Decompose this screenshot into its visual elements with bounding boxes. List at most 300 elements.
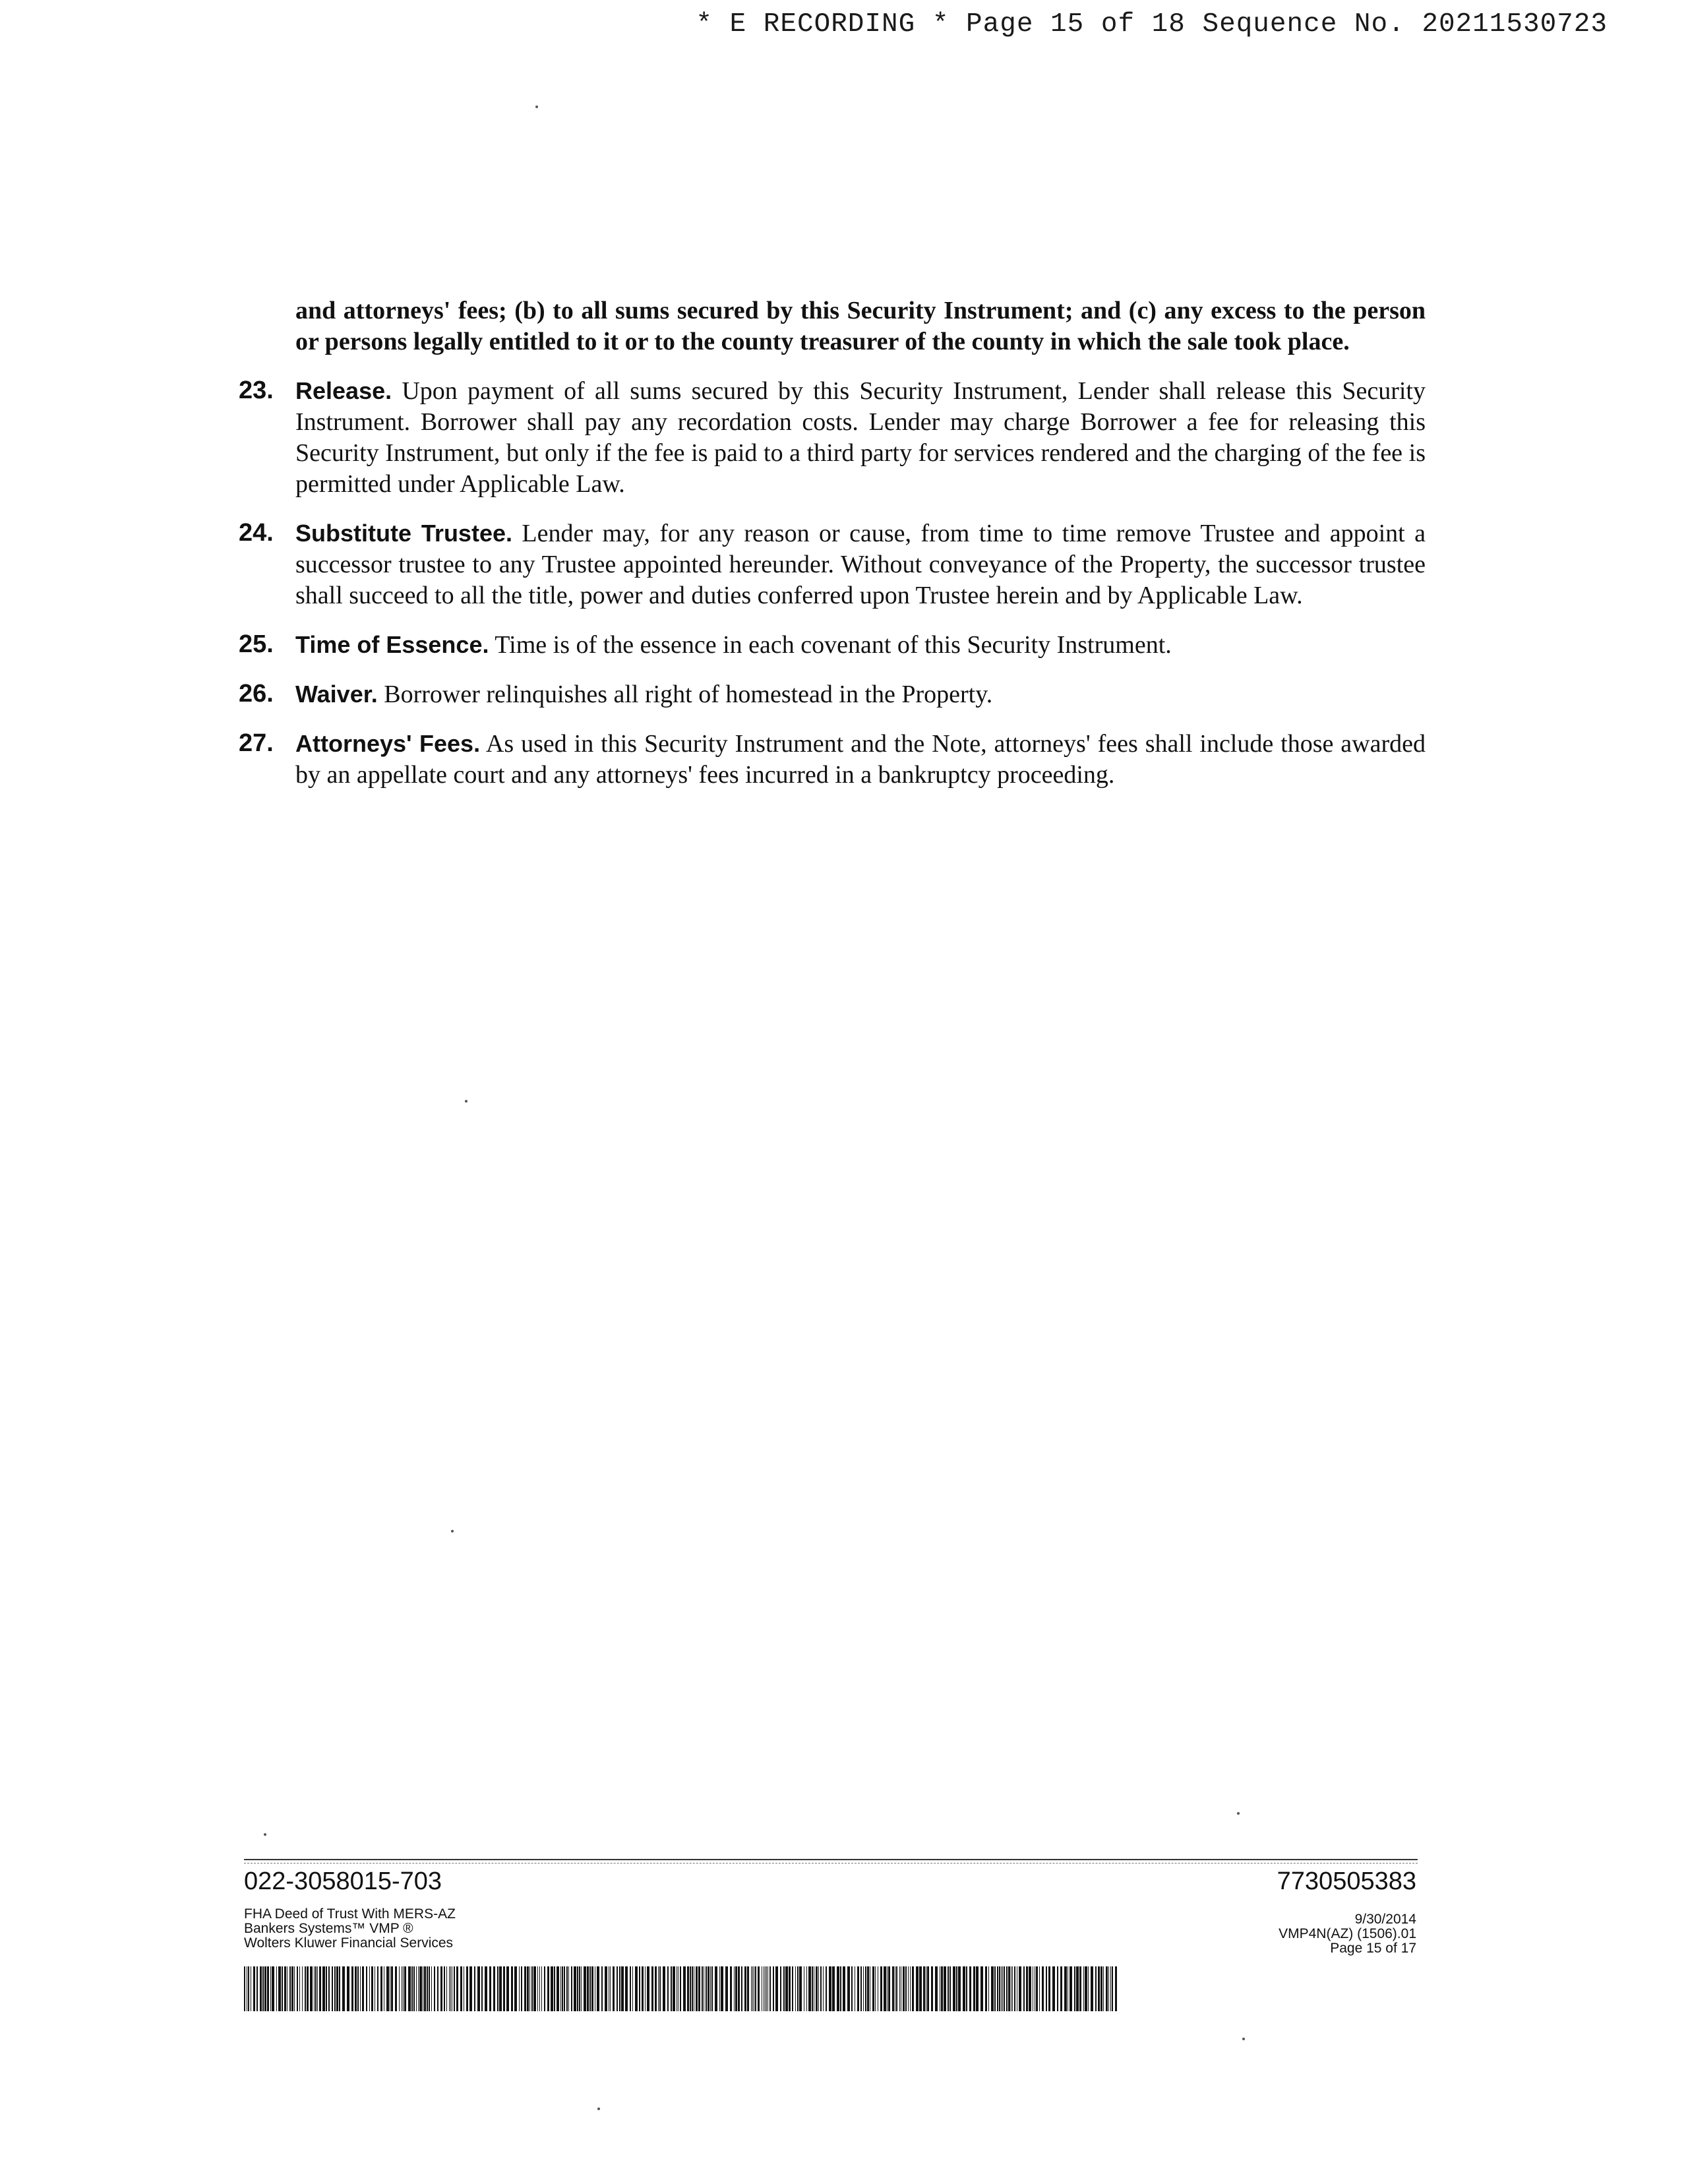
barcode-bar xyxy=(416,1966,417,2011)
barcode-bar xyxy=(919,1966,922,2011)
barcode-bar xyxy=(511,1966,513,2011)
footer-divider-secondary xyxy=(244,1863,1418,1864)
barcode-bar xyxy=(460,1966,462,2011)
barcode-bar xyxy=(527,1966,529,2011)
barcode-bar xyxy=(1106,1966,1108,2011)
barcode-bar xyxy=(843,1966,845,2011)
barcode-bar xyxy=(262,1966,264,2011)
barcode-bar xyxy=(571,1966,572,2011)
barcode-bar xyxy=(820,1966,822,2011)
barcode-bar xyxy=(591,1966,593,2011)
barcode-bar xyxy=(418,1966,419,2011)
barcode-bar xyxy=(645,1966,646,2011)
section-heading: Attorneys' Fees. xyxy=(295,730,481,757)
scan-speck xyxy=(597,2108,600,2110)
section-number: 25. xyxy=(239,630,274,658)
barcode-bar xyxy=(1083,1966,1084,2011)
barcode-bar xyxy=(816,1966,818,2011)
barcode-bar xyxy=(899,1966,900,2011)
barcode-bar xyxy=(655,1966,657,2011)
barcode-bar xyxy=(294,1966,295,2011)
barcode-bar xyxy=(752,1966,753,2011)
barcode-bar xyxy=(322,1966,325,2011)
barcode-bar xyxy=(1052,1966,1055,2011)
barcode-bar xyxy=(440,1966,442,2011)
barcode-bar xyxy=(497,1966,498,2011)
barcode-bar xyxy=(857,1966,859,2011)
barcode-bar xyxy=(386,1966,389,2011)
barcode-bar xyxy=(997,1966,998,2011)
barcode-bar xyxy=(380,1966,382,2011)
barcode-bar xyxy=(758,1966,760,2011)
scan-speck xyxy=(535,106,538,108)
barcode-bar xyxy=(812,1966,813,2011)
barcode-bar xyxy=(806,1966,807,2011)
barcode-bar xyxy=(272,1966,274,2011)
barcode-bar xyxy=(278,1966,281,2011)
scan-speck xyxy=(1242,2038,1245,2040)
barcode-bar xyxy=(544,1966,545,2011)
barcode-bar xyxy=(541,1966,542,2011)
section-24 xyxy=(239,518,1426,611)
barcode-bar xyxy=(887,1966,888,2011)
barcode-bar xyxy=(347,1966,349,2011)
barcode-bar xyxy=(966,1966,967,2011)
barcode-bar xyxy=(270,1966,271,2011)
barcode-bar xyxy=(1079,1966,1081,2011)
barcode-bar xyxy=(276,1966,277,2011)
barcode-bar xyxy=(673,1966,675,2011)
barcode-bar xyxy=(797,1966,799,2011)
barcode-bar xyxy=(531,1966,533,2011)
barcode-bar xyxy=(562,1966,563,2011)
section-text: Borrower relinquishes all right of homestead in the Property. xyxy=(377,681,993,708)
barcode-bar xyxy=(284,1966,286,2011)
barcode-bar xyxy=(783,1966,785,2011)
barcode-bar xyxy=(908,1966,909,2011)
barcode-bar xyxy=(621,1966,624,2011)
barcode-bar xyxy=(1004,1966,1005,2011)
barcode-bar xyxy=(766,1966,767,2011)
barcode-bar xyxy=(360,1966,361,2011)
barcode-bar xyxy=(267,1966,269,2011)
barcode-bar xyxy=(355,1966,357,2011)
barcode-bar xyxy=(481,1966,483,2011)
barcode-bar xyxy=(973,1966,975,2011)
barcode-bar xyxy=(589,1966,591,2011)
barcode-bar xyxy=(1046,1966,1047,2011)
barcode-bar xyxy=(560,1966,561,2011)
barcode-bar xyxy=(499,1966,502,2011)
barcode-bar xyxy=(351,1966,353,2011)
barcode-bar xyxy=(289,1966,291,2011)
barcode-bar xyxy=(554,1966,555,2011)
barcode-bar xyxy=(744,1966,746,2011)
barcode-bar xyxy=(642,1966,644,2011)
barcode-bar xyxy=(260,1966,262,2011)
barcode-bar xyxy=(1103,1966,1104,2011)
barcode-bar xyxy=(566,1966,568,2011)
barcode-icon xyxy=(244,1966,1120,2011)
section-25 xyxy=(239,629,1426,661)
barcode-bar xyxy=(735,1966,737,2011)
barcode-bar xyxy=(941,1966,943,2011)
barcode-bar xyxy=(1029,1966,1031,2011)
form-page-info: Page 15 of 17 xyxy=(1330,1941,1416,1956)
barcode-bar xyxy=(832,1966,835,2011)
form-publisher: Bankers Systems™ VMP ® xyxy=(244,1921,413,1936)
barcode-bar xyxy=(773,1966,774,2011)
barcode-bar xyxy=(339,1966,340,2011)
barcode-bar xyxy=(789,1966,791,2011)
barcode-bar xyxy=(610,1966,611,2011)
barcode-bar xyxy=(1110,1966,1111,2011)
form-company: Wolters Kluwer Financial Services xyxy=(244,1935,454,1951)
barcode-bar xyxy=(706,1966,707,2011)
barcode-bar xyxy=(424,1966,426,2011)
barcode-bar xyxy=(617,1966,618,2011)
barcode-bar xyxy=(1012,1966,1013,2011)
barcode-bar xyxy=(493,1966,495,2011)
section-number: 27. xyxy=(239,729,274,757)
barcode-bar xyxy=(721,1966,723,2011)
form-info-right xyxy=(1279,1912,1416,1956)
section-heading: Release. xyxy=(295,377,392,404)
barcode-bar xyxy=(738,1966,740,2011)
section-27 xyxy=(239,728,1426,791)
barcode-bar xyxy=(1001,1966,1002,2011)
barcode-bar xyxy=(927,1966,929,2011)
barcode-bar xyxy=(658,1966,659,2011)
barcode-bar xyxy=(785,1966,788,2011)
barcode-bar xyxy=(466,1966,468,2011)
barcode-bar xyxy=(896,1966,897,2011)
intro-paragraph: and attorneys' fees; (b) to all sums secured by this Security Instrument; and (c) any excess to the person or persons legally entitled to it or to the county treasurer of the county in which the sale took place. xyxy=(295,297,1426,355)
barcode-bar xyxy=(377,1966,378,2011)
barcode-bar xyxy=(903,1966,905,2011)
barcode-bar xyxy=(680,1966,681,2011)
barcode-bar xyxy=(818,1966,819,2011)
barcode-bar xyxy=(282,1966,283,2011)
barcode-bar xyxy=(503,1966,505,2011)
barcode-bar xyxy=(956,1966,957,2011)
barcode-bar xyxy=(953,1966,955,2011)
barcode-bar xyxy=(485,1966,487,2011)
barcode-bar xyxy=(1112,1966,1113,2011)
barcode-bar xyxy=(336,1966,338,2011)
barcode-bar xyxy=(328,1966,330,2011)
barcode-bar xyxy=(923,1966,925,2011)
barcode-bar xyxy=(734,1966,735,2011)
barcode-bar xyxy=(1108,1966,1109,2011)
barcode-bar xyxy=(537,1966,538,2011)
section-text: As used in this Security Instrument and the Note, attorneys' fees shall include those awarded by an appellate court and any attorneys' fees incurred in a bankruptcy proceeding. xyxy=(295,730,1426,789)
barcode-bar xyxy=(948,1966,949,2011)
barcode-bar xyxy=(334,1966,336,2011)
barcode-bar xyxy=(581,1966,582,2011)
barcode-bar xyxy=(579,1966,580,2011)
section-heading: Substitute Trustee. xyxy=(295,520,512,547)
barcode-bar xyxy=(725,1966,728,2011)
barcode-bar xyxy=(1023,1966,1025,2011)
barcode-bar xyxy=(888,1966,890,2011)
barcode-bar xyxy=(711,1966,713,2011)
barcode-bar xyxy=(872,1966,874,2011)
barcode-bar xyxy=(775,1966,778,2011)
form-title: FHA Deed of Trust With MERS-AZ xyxy=(244,1906,456,1922)
barcode-bar xyxy=(437,1966,438,2011)
barcode-bar xyxy=(999,1966,1000,2011)
recording-header: * E RECORDING * Page 15 of 18 Sequence No. 20211530723 xyxy=(696,9,1608,40)
barcode-bar xyxy=(597,1966,599,2011)
section-23 xyxy=(239,375,1426,500)
barcode-bar xyxy=(302,1966,303,2011)
barcode-bar xyxy=(765,1966,766,2011)
barcode-bar xyxy=(647,1966,649,2011)
barcode-bar xyxy=(419,1966,422,2011)
barcode-bar xyxy=(366,1966,367,2011)
barcode-bar xyxy=(865,1966,866,2011)
barcode-bar xyxy=(521,1966,522,2011)
barcode-bar xyxy=(291,1966,293,2011)
barcode-bar xyxy=(1036,1966,1038,2011)
barcode-bar xyxy=(715,1966,717,2011)
barcode-bar xyxy=(985,1966,987,2011)
barcode-bar xyxy=(404,1966,406,2011)
covenants-body xyxy=(239,295,1426,791)
barcode-bar xyxy=(427,1966,428,2011)
barcode-bar xyxy=(1076,1966,1079,2011)
barcode-bar xyxy=(991,1966,994,2011)
barcode-bar xyxy=(477,1966,480,2011)
barcode-bar xyxy=(253,1966,255,2011)
barcode-bar xyxy=(851,1966,853,2011)
loan-number: 022-3058015-703 xyxy=(244,1867,442,1895)
barcode-bar xyxy=(799,1966,802,2011)
barcode-bar xyxy=(297,1966,298,2011)
barcode-bar xyxy=(905,1966,907,2011)
barcode-bar xyxy=(1014,1966,1015,2011)
barcode-bar xyxy=(408,1966,411,2011)
barcode-bar xyxy=(395,1966,397,2011)
barcode-bar xyxy=(884,1966,886,2011)
barcode-bar xyxy=(605,1966,607,2011)
barcode-bar xyxy=(710,1966,711,2011)
form-code: VMP4N(AZ) (1506).01 xyxy=(1279,1926,1416,1941)
barcode-bar xyxy=(371,1966,373,2011)
barcode-bar xyxy=(698,1966,700,2011)
section-text: Time is of the essence in each covenant of this Security Instrument. xyxy=(489,631,1172,659)
barcode-bar xyxy=(1070,1966,1072,2011)
barcode-bar xyxy=(1098,1966,1100,2011)
barcode-bar xyxy=(671,1966,672,2011)
barcode-bar xyxy=(574,1966,576,2011)
form-info xyxy=(244,1907,456,1951)
barcode-bar xyxy=(667,1966,669,2011)
barcode-bar xyxy=(474,1966,475,2011)
barcode-bar xyxy=(413,1966,415,2011)
barcode-bar xyxy=(305,1966,306,2011)
scan-speck xyxy=(465,1100,467,1103)
barcode-bar xyxy=(931,1966,933,2011)
barcode-bar xyxy=(632,1966,633,2011)
barcode-bar xyxy=(514,1966,517,2011)
barcode-bar xyxy=(317,1966,318,2011)
barcode-bar xyxy=(489,1966,491,2011)
barcode-bar xyxy=(539,1966,540,2011)
barcode-bar xyxy=(659,1966,661,2011)
barcode-bar xyxy=(795,1966,796,2011)
barcode-bar xyxy=(950,1966,951,2011)
barcode-bar xyxy=(411,1966,413,2011)
barcode-bar xyxy=(935,1966,938,2011)
barcode-bar xyxy=(696,1966,698,2011)
barcode-bar xyxy=(692,1966,693,2011)
barcode-bar xyxy=(892,1966,894,2011)
barcode-bar xyxy=(916,1966,919,2011)
barcode-bar xyxy=(651,1966,653,2011)
barcode-bar xyxy=(829,1966,831,2011)
barcode-bar xyxy=(446,1966,447,2011)
barcode-bar xyxy=(1008,1966,1010,2011)
barcode-bar xyxy=(450,1966,451,2011)
scan-speck xyxy=(451,1530,454,1532)
barcode-bar xyxy=(741,1966,742,2011)
barcode-bar xyxy=(244,1966,245,2011)
barcode-bar xyxy=(708,1966,709,2011)
barcode-bar xyxy=(847,1966,850,2011)
barcode-bar xyxy=(880,1966,882,2011)
barcode-bar xyxy=(613,1966,615,2011)
barcode-bar xyxy=(969,1966,971,2011)
barcode-bar xyxy=(584,1966,586,2011)
barcode-bar xyxy=(958,1966,961,2011)
reference-number: 7730505383 xyxy=(1277,1867,1416,1895)
barcode-bar xyxy=(310,1966,313,2011)
barcode-bar xyxy=(730,1966,732,2011)
barcode-bar xyxy=(601,1966,603,2011)
barcode-bar xyxy=(912,1966,914,2011)
barcode-bar xyxy=(399,1966,400,2011)
footer-divider xyxy=(244,1859,1418,1860)
barcode-bar xyxy=(1039,1966,1040,2011)
barcode-bar xyxy=(988,1966,989,2011)
barcode-bar xyxy=(524,1966,526,2011)
barcode-bar xyxy=(994,1966,996,2011)
barcode-bar xyxy=(314,1966,315,2011)
barcode-bar xyxy=(944,1966,946,2011)
barcode-bar xyxy=(1057,1966,1058,2011)
barcode-bar xyxy=(823,1966,824,2011)
barcode-bar xyxy=(1002,1966,1003,2011)
barcode-bar xyxy=(683,1966,686,2011)
barcode-bar xyxy=(551,1966,553,2011)
section-text: Lender may, for any reason or cause, from time to time remove Trustee and appoint a successor trustee to any Trustee appointed hereunder. Without conveyance of the Property, the successor trustee shall succeed to all the title, power and duties conferred upon Trustee herein and by Applicable Law. xyxy=(295,520,1426,609)
barcode-bar xyxy=(547,1966,549,2011)
barcode-bar xyxy=(863,1966,864,2011)
barcode-bar xyxy=(533,1966,536,2011)
barcode-bar xyxy=(792,1966,793,2011)
barcode-bar xyxy=(1115,1966,1117,2011)
barcode-bar xyxy=(875,1966,876,2011)
barcode-bar xyxy=(577,1966,578,2011)
barcode-bar xyxy=(867,1966,869,2011)
barcode-bar xyxy=(529,1966,530,2011)
section-number: 23. xyxy=(239,377,274,404)
barcode-bar xyxy=(840,1966,841,2011)
barcode-bar xyxy=(630,1966,631,2011)
barcode-bar xyxy=(429,1966,430,2011)
barcode-bar xyxy=(780,1966,781,2011)
barcode-bar xyxy=(315,1966,316,2011)
barcode-bar xyxy=(449,1966,450,2011)
barcode-bar xyxy=(1042,1966,1044,2011)
section-heading: Time of Essence. xyxy=(295,631,489,658)
barcode-bar xyxy=(369,1966,370,2011)
barcode-bar xyxy=(980,1966,983,2011)
barcode-bar xyxy=(444,1966,445,2011)
barcode-bar xyxy=(755,1966,756,2011)
barcode-bar xyxy=(326,1966,327,2011)
barcode-bar xyxy=(1019,1966,1021,2011)
barcode-bar xyxy=(391,1966,393,2011)
barcode-bar xyxy=(1048,1966,1050,2011)
barcode-bar xyxy=(256,1966,258,2011)
section-number: 24. xyxy=(239,519,274,547)
barcode-bar xyxy=(519,1966,520,2011)
barcode-bar xyxy=(299,1966,300,2011)
barcode-bar xyxy=(619,1966,620,2011)
barcode-bar xyxy=(362,1966,364,2011)
barcode-bar xyxy=(264,1966,266,2011)
barcode-bar xyxy=(307,1966,309,2011)
barcode-bar xyxy=(625,1966,628,2011)
section-text: Upon payment of all sums secured by this Security Instrument, Lender shall release this Security Instrument. Borrower shall pay any recordation costs. Lender may charge Borrower a fee for releasing this Security Instrument, but only if the fee is paid to a third party for services rendered and the charging of the fee is permitted under Applicable Law. xyxy=(295,377,1426,498)
barcode-bar xyxy=(1074,1966,1075,2011)
barcode-bar xyxy=(808,1966,811,2011)
barcode-bar xyxy=(506,1966,509,2011)
section-heading: Waiver. xyxy=(295,681,378,708)
barcode-bar xyxy=(837,1966,839,2011)
barcode-bar xyxy=(1085,1966,1087,2011)
barcode-bar xyxy=(1026,1966,1028,2011)
barcode-bar xyxy=(357,1966,359,2011)
section-number: 26. xyxy=(239,680,274,708)
barcode-bar xyxy=(557,1966,559,2011)
barcode-bar xyxy=(687,1966,689,2011)
barcode-bar xyxy=(690,1966,691,2011)
barcode-bar xyxy=(469,1966,472,2011)
barcode-bar xyxy=(1100,1966,1102,2011)
barcode-bar xyxy=(342,1966,345,2011)
barcode-bar xyxy=(826,1966,827,2011)
barcode-bar xyxy=(910,1966,911,2011)
barcode-bar xyxy=(431,1966,432,2011)
barcode-bar xyxy=(639,1966,640,2011)
barcode-bar xyxy=(456,1966,458,2011)
barcode-bar xyxy=(1006,1966,1008,2011)
barcode-bar xyxy=(751,1966,752,2011)
scan-speck xyxy=(264,1833,266,1836)
barcode-bar xyxy=(454,1966,455,2011)
barcode-bar xyxy=(434,1966,435,2011)
barcode-bar xyxy=(769,1966,771,2011)
barcode-bar xyxy=(976,1966,979,2011)
barcode-bar xyxy=(860,1966,862,2011)
barcode-bar xyxy=(1091,1966,1093,2011)
scan-speck xyxy=(1237,1812,1240,1815)
barcode-bar xyxy=(702,1966,703,2011)
